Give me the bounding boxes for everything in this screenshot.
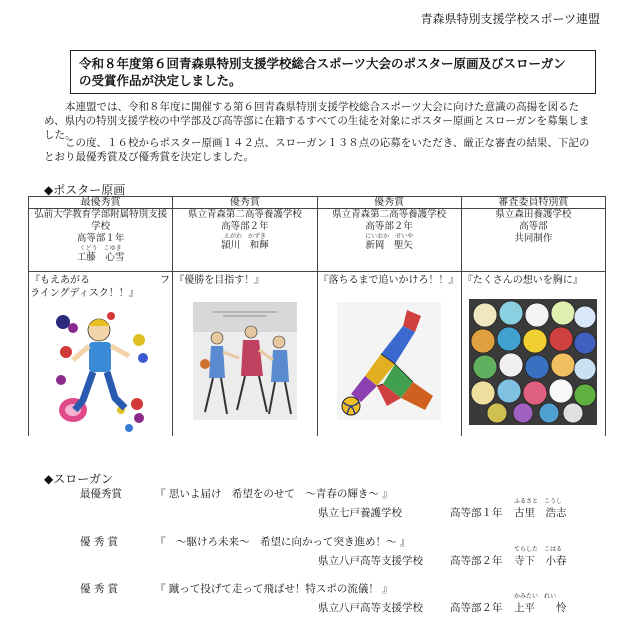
school-name: 県立青森第二高等養護学校 [187,209,302,220]
announcement-box [70,50,596,94]
award-label: 優秀賞 [173,197,317,209]
poster-artwork-basketball [193,302,297,420]
grade: 高等部 [519,221,548,232]
slogan-name-reading: てらした こはる [514,546,563,553]
winner-info [317,209,461,272]
intro-paragraph-2: この度、１６校からポスター原画１４２点、スローガン１３８点の応募をいただき、厳正な審査の結果、下記のとおり最優秀賞及び優秀賞を決定しました。 [44,137,590,163]
winner-name: 新岡 聖矢 [365,240,413,251]
poster-title: 『たくさんの想いを胸に』 [462,275,583,286]
name-reading: えがわ かずき [223,233,266,240]
slogan-text: 『 蹴って投げて走って飛ばせ！特スポの流儀！ 』 [155,583,393,595]
winner-info [29,209,173,272]
poster-title: 『優勝を目指す！』 [174,275,265,286]
grade: 高等部２年 [221,221,269,232]
organization-name: 青森県特別支援学校スポーツ連盟 [420,12,600,26]
slogan-name-reading: ふるさと こうし [514,498,563,505]
poster-cell [173,272,317,437]
award-label: 優秀賞 [317,197,461,209]
slogan-school: 県立八戸高等支援学校 [318,555,423,567]
school-name: 県立森田養護学校 [495,209,572,220]
slogan-grade: 高等部１年 [450,507,503,519]
award-label: 審査委員特別賞 [461,197,605,209]
slogan-name-reading: かみたい れい [514,593,557,600]
slogan-award: 最優秀賞 [80,488,122,500]
poster-artwork-volleyball [337,302,441,420]
slogan-name: 上平 怜 [514,602,567,614]
winner-name: 共同制作 [514,233,553,244]
slogan-grade: 高等部２年 [450,555,503,567]
slogan-grade: 高等部２年 [450,602,503,614]
winner-info [461,209,605,272]
school-name: 弘前大学教育学部附属特別支援学校 [34,209,168,232]
announcement-line-2: の受賞作品が決定しました。 [79,73,242,88]
poster-cell [461,272,605,437]
slogan-school: 県立八戸高等支援学校 [318,602,423,614]
announcement-line-1: 令和８年度第６回青森県特別支援学校総合スポーツ大会のポスター原画及びスローガン [79,56,566,71]
poster-artwork-collage [469,299,597,425]
winner-name: 工藤 心雪 [76,252,125,263]
slogan-text: 『 ～駆けろ未来～ 希望に向かって突き進め！～ 』 [155,536,411,548]
poster-artwork-flying-disc [51,300,151,436]
slogan-school: 県立七戸養護学校 [318,507,402,519]
poster-cell [29,272,173,437]
slogan-section-heading: ◆スローガン [44,472,113,486]
award-label: 最優秀賞 [29,197,173,209]
slogan-award: 優 秀 賞 [80,583,119,595]
slogan-name: 古里 浩志 [514,507,567,519]
poster-section-heading: ◆ポスター原画 [44,183,126,197]
name-reading: にいおか せいや [365,233,414,240]
name-reading: くどう こゆき [79,245,122,252]
poster-title: 『もえあがる フライングディスク！！』 [30,275,170,299]
school-name: 県立青森第二高等養護学校 [332,209,447,220]
poster-title: 『落ちるまで追いかけろ！！』 [318,275,459,286]
slogan-award: 優 秀 賞 [80,536,119,548]
poster-awards-table [28,196,606,436]
winner-name: 頴川 和輝 [221,240,269,251]
slogan-name: 寺下 小春 [514,555,567,567]
winner-info [173,209,317,272]
grade: 高等部１年 [76,233,125,244]
intro-paragraph-1: 本連盟では、令和８年度に開催する第６回青森県特別支援学校総合スポーツ大会に向けた意識の高揚を図るため、県内の特別支援学校の中学部及び高等部に在籍するすべての生徒を対象にポスター原画とスローガンを募集しました。 [44,101,590,141]
grade: 高等部２年 [365,221,413,232]
slogan-text: 『 思いよ届け 希望をのせて ～青春の輝き～ 』 [155,488,393,500]
poster-cell [317,272,461,437]
